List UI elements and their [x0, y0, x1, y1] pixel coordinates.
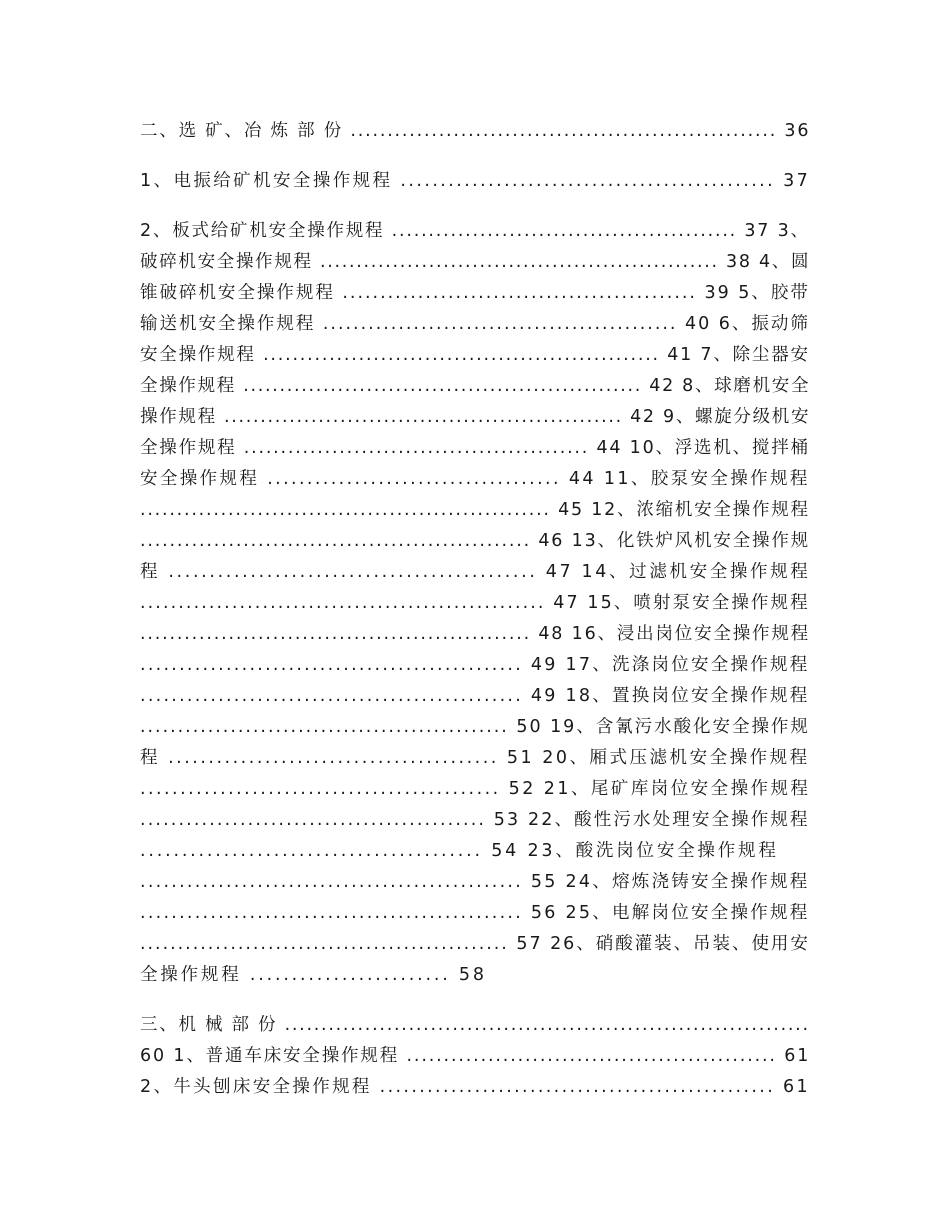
- toc-section-heading-machinery: 三、机 械 部 份 ........................................................................: [140, 1015, 810, 1035]
- toc-line: 1、电振给矿机安全操作规程 ............................................... 37: [140, 171, 811, 191]
- toc-line: ..................................................... 46 13、化铁炉风机安全操作规: [140, 531, 810, 551]
- toc-line: 安全操作规程 ..................................... 44 11、胶泵安全操作规程: [140, 469, 810, 489]
- toc-line: 程 ............................................. 47 14、过滤机安全操作规程: [140, 562, 811, 582]
- toc-line: 2、牛头刨床安全操作规程 .................................................. 61: [140, 1077, 810, 1097]
- toc-line: 破碎机安全操作规程 ....................................................... 38 4、圆: [140, 252, 811, 272]
- toc-line: ......................................... 54 23、酸洗岗位安全操作规程: [140, 841, 779, 861]
- toc-line: 输送机安全操作规程 ............................................... 40 6、振动筛: [140, 314, 810, 334]
- toc-line: 60 1、普通车床安全操作规程 .................................................. 61: [140, 1046, 811, 1066]
- toc-line: ................................................. 56 25、电解岗位安全操作规程: [140, 903, 810, 923]
- toc-line: ................................................. 49 18、置换岗位安全操作规程: [140, 686, 810, 706]
- toc-line: ..................................................... 47 15、喷射泵安全操作规程: [140, 593, 810, 613]
- toc-line: ................................................. 55 24、熔炼浇铸安全操作规程: [140, 872, 810, 892]
- toc-line: ................................................. 57 26、硝酸灌装、吊装、使用安: [140, 934, 810, 954]
- toc-line: ..................................................... 48 16、浸出岗位安全操作规程: [140, 624, 810, 644]
- toc-line: 安全操作规程 ...................................................... 41 7、除尘器安: [140, 345, 810, 365]
- toc-line: ................................................. 50 19、含氰污水酸化安全操作规: [140, 717, 810, 737]
- toc-line: ............................................. 52 21、尾矿库岗位安全操作规程: [140, 779, 811, 799]
- toc-line: 全操作规程 ....................................................... 42 8、球磨机安全: [140, 376, 811, 396]
- toc-line: 2、板式给矿机安全操作规程 ............................................... 37 3、: [140, 221, 810, 241]
- toc-line: 操作规程 ....................................................... 42 9、螺旋分级机安: [140, 407, 811, 427]
- toc-line: ............................................. 53 22、酸性污水处理安全操作规程: [140, 810, 810, 830]
- toc-line: 程 ......................................... 51 20、厢式压滤机安全操作规程: [140, 748, 810, 768]
- toc-line: 锥破碎机安全操作规程 ............................................... 39 5、胶带: [140, 283, 810, 303]
- toc-line: ................................................. 49 17、洗涤岗位安全操作规程: [140, 655, 810, 675]
- toc-section-heading-beneficiation: 二、选 矿、冶 炼 部 份 .......................................................... 36: [140, 121, 811, 141]
- toc-line: 全操作规程 ........................ 58: [140, 965, 487, 985]
- toc-line: 全操作规程 ............................................... 44 10、浮选机、搅拌桶: [140, 438, 810, 458]
- toc-line: ........................................................ 45 12、浓缩机安全操作规程: [140, 500, 810, 520]
